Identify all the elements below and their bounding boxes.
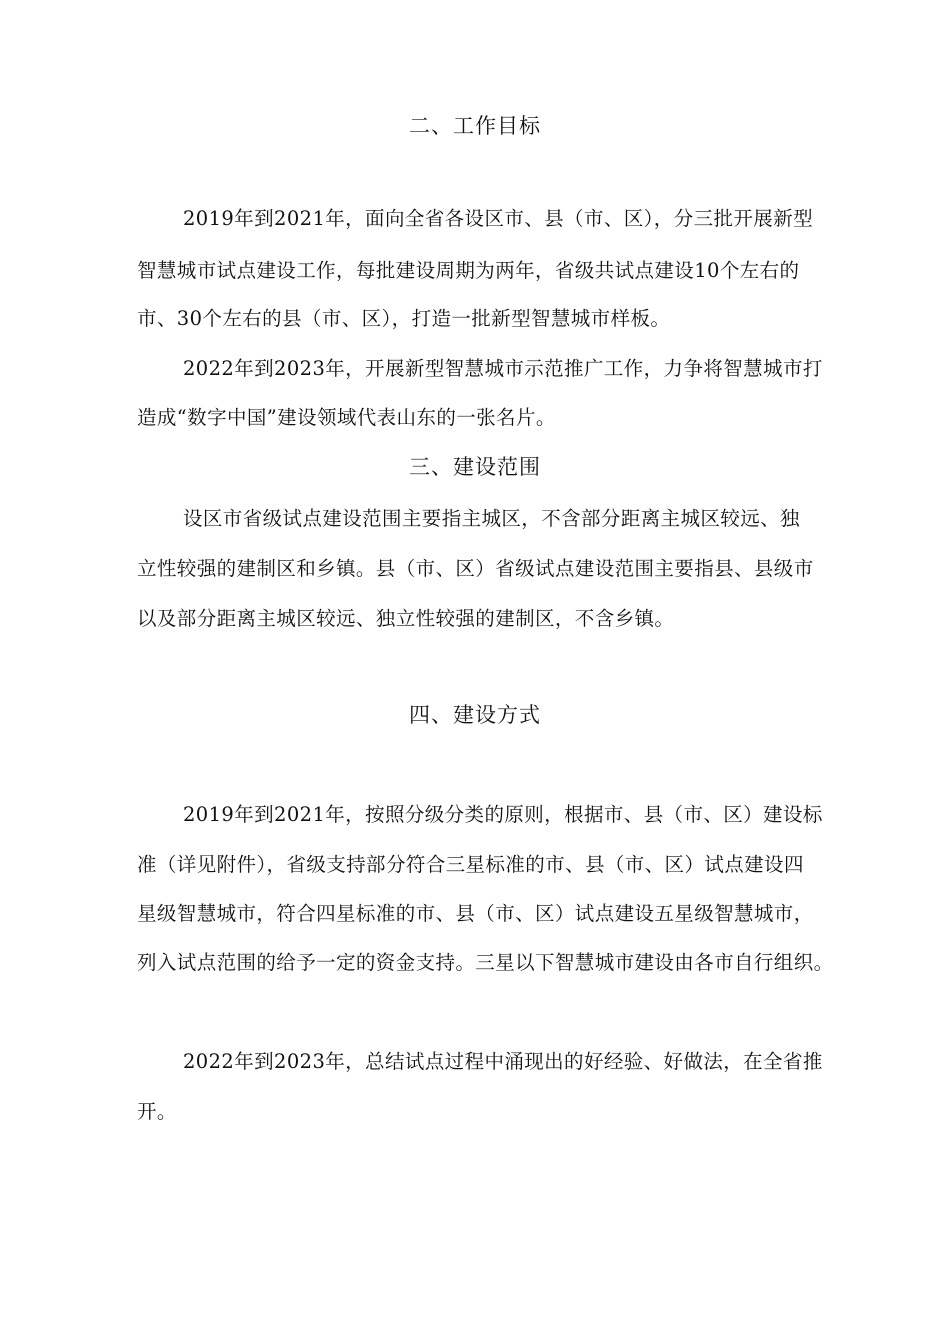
paragraph-line: 开。 xyxy=(137,1100,177,1123)
paragraph-line: 2022年到2023年，开展新型智慧城市示范推广工作，力争将智慧城市打 xyxy=(183,357,823,380)
section-heading-goals: 二、工作目标 xyxy=(409,114,541,138)
paragraph-line: 列入试点范围的给予一定的资金支持。三星以下智慧城市建设由各市自行组织。 xyxy=(137,951,834,974)
section-heading-scope: 三、建设范围 xyxy=(409,455,541,479)
paragraph-line: 市、30个左右的县（市、区），打造一批新型智慧城市样板。 xyxy=(137,307,671,330)
paragraph-line: 以及部分距离主城区较远、独立性较强的建制区，不含乡镇。 xyxy=(137,607,675,630)
paragraph-line: 星级智慧城市，符合四星标准的市、县（市、区）试点建设五星级智慧城市， xyxy=(137,902,814,925)
paragraph-line: 设区市省级试点建设范围主要指主城区，不含部分距离主城区较远、独 xyxy=(183,507,800,530)
paragraph-line: 立性较强的建制区和乡镇。县（市、区）省级试点建设范围主要指县、县级市 xyxy=(137,557,814,580)
paragraph-line: 智慧城市试点建设工作，每批建设周期为两年，省级共试点建设10个左右的 xyxy=(137,259,800,282)
section-heading-method: 四、建设方式 xyxy=(409,703,541,727)
paragraph-line: 2019年到2021年，面向全省各设区市、县（市、区），分三批开展新型 xyxy=(183,207,814,230)
paragraph-line: 2022年到2023年，总结试点过程中涌现出的好经验、好做法，在全省推 xyxy=(183,1050,823,1073)
paragraph-line: 造成“数字中国”建设领域代表山东的一张名片。 xyxy=(137,406,556,429)
paragraph-line: 2019年到2021年，按照分级分类的原则，根据市、县（市、区）建设标 xyxy=(183,803,823,826)
paragraph-line: 准（详见附件），省级支持部分符合三星标准的市、县（市、区）试点建设四 xyxy=(137,853,804,876)
